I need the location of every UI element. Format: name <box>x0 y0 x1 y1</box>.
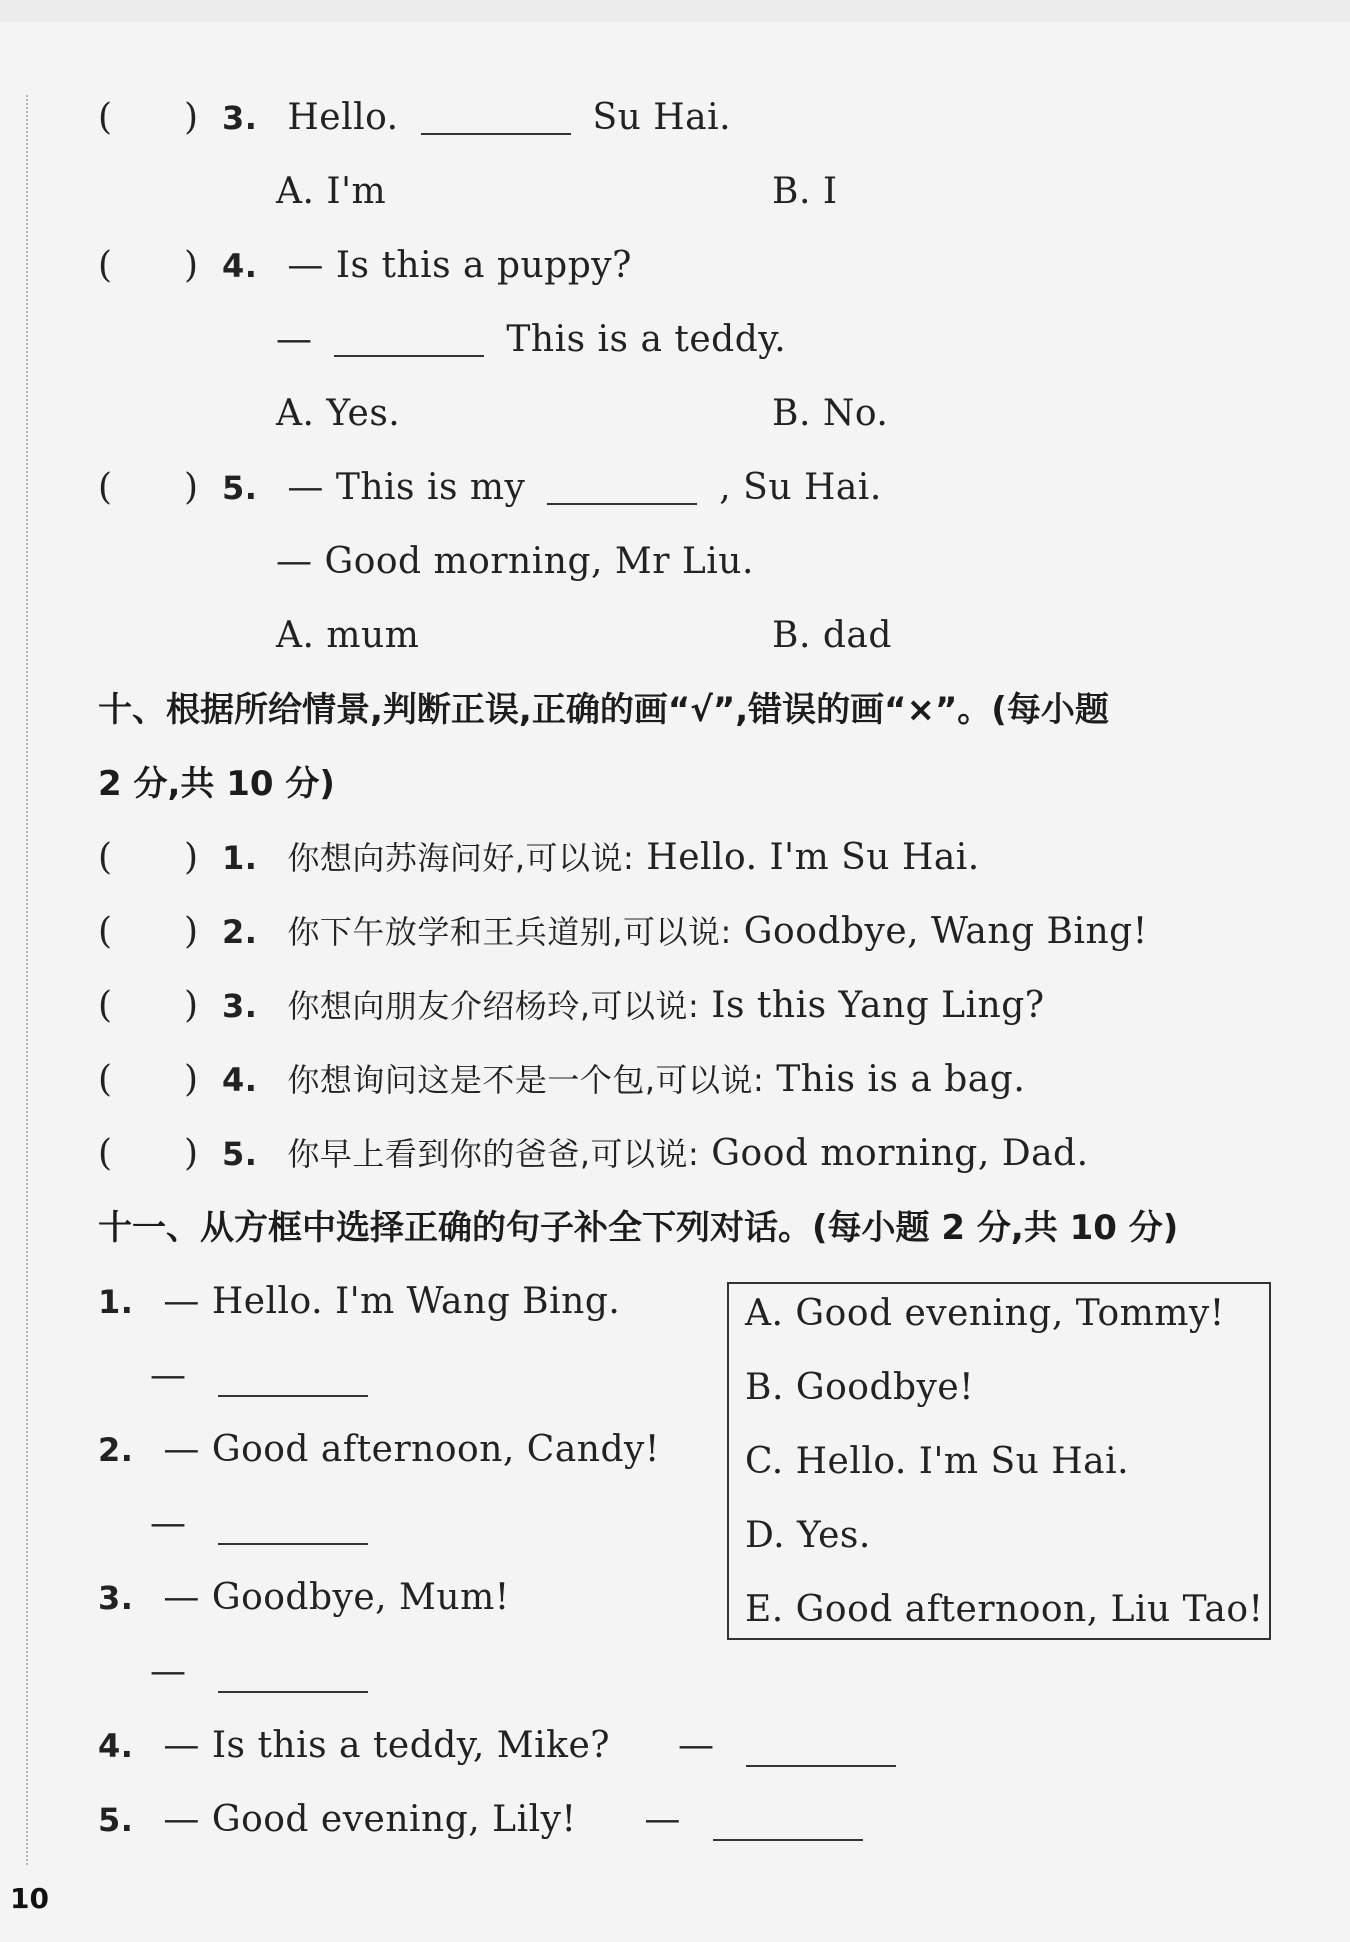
fill-blank[interactable] <box>713 1809 863 1841</box>
fill-blank[interactable] <box>218 1365 368 1397</box>
question-number: 4. <box>222 247 258 285</box>
judge-item <box>222 1132 1089 1176</box>
answer-paren[interactable]: ( ) <box>98 1059 199 1100</box>
answer-paren[interactable]: ( ) <box>98 985 199 1026</box>
dialogue-3-reply <box>150 1650 368 1694</box>
question-number: 3. <box>222 987 258 1025</box>
dialogue-3 <box>98 1576 510 1620</box>
fill-blank[interactable] <box>218 1661 368 1693</box>
dialogue-1 <box>98 1280 620 1324</box>
situation-text: 你下午放学和王兵道别,可以说: <box>287 913 732 951</box>
option-a: A. Yes. <box>276 393 401 434</box>
answer-paren[interactable]: ( ) <box>98 911 199 952</box>
option-a: A. I'm <box>276 171 387 212</box>
fill-blank[interactable] <box>547 473 697 505</box>
option-a: A. mum <box>276 615 420 656</box>
option-item: A. Good evening, Tommy! <box>745 1293 1225 1334</box>
sentence-text: Good morning, Dad. <box>711 1133 1089 1174</box>
judge-item <box>222 984 1045 1028</box>
question-text: Su Hai. <box>592 97 732 138</box>
option-item: E. Good afternoon, Liu Tao! <box>745 1589 1264 1630</box>
sentence-text: This is a bag. <box>776 1059 1026 1100</box>
dialogue-4 <box>98 1724 896 1768</box>
judge-item <box>222 836 980 880</box>
question-number: 4. <box>222 1061 258 1099</box>
page-number: 10 <box>10 1882 49 1915</box>
question-number: 2. <box>98 1431 134 1469</box>
question-number: 5. <box>98 1801 134 1839</box>
dialogue-text: — Good afternoon, Candy! <box>163 1429 660 1470</box>
sentence-text: Goodbye, Wang Bing! <box>743 911 1148 952</box>
dialogue-text: — Hello. I'm Wang Bing. <box>163 1281 621 1322</box>
section-10-title: 十、根据所给情景,判断正误,正确的画“√”,错误的画“×”。(每小题 <box>98 690 1109 730</box>
question-3 <box>222 96 731 140</box>
dash: — <box>644 1799 681 1840</box>
answer-paren[interactable]: ( ) <box>98 1133 199 1174</box>
dash: — <box>678 1725 715 1766</box>
question-text: , Su Hai. <box>719 467 882 508</box>
question-5 <box>222 466 882 510</box>
dash: — <box>276 319 313 360</box>
option-b: B. I <box>772 171 838 212</box>
fill-blank[interactable] <box>746 1735 896 1767</box>
situation-text: 你想询问这是不是一个包,可以说: <box>287 1061 765 1099</box>
question-5-reply: — Good morning, Mr Liu. <box>276 541 754 582</box>
question-number: 3. <box>222 99 258 137</box>
question-4 <box>222 244 632 288</box>
option-b: B. dad <box>772 615 892 656</box>
section-11-title: 十一、从方框中选择正确的句子补全下列对话。(每小题 2 分,共 10 分) <box>98 1208 1179 1248</box>
dash: — <box>150 1651 187 1692</box>
binding-margin-rule <box>26 95 28 1865</box>
dialogue-2 <box>98 1428 660 1472</box>
option-b: B. No. <box>772 393 889 434</box>
question-number: 4. <box>98 1727 134 1765</box>
option-item: D. Yes. <box>745 1515 871 1556</box>
answer-paren[interactable]: ( ) <box>98 467 199 508</box>
question-text: This is a teddy. <box>506 319 787 360</box>
dialogue-text: — Good evening, Lily! <box>163 1799 577 1840</box>
question-number: 2. <box>222 913 258 951</box>
dash: — <box>150 1355 187 1396</box>
fill-blank[interactable] <box>421 103 571 135</box>
dialogue-5 <box>98 1798 863 1842</box>
answer-paren[interactable]: ( ) <box>98 97 199 138</box>
dialogue-1-reply <box>150 1354 368 1398</box>
situation-text: 你想向朋友介绍杨玲,可以说: <box>287 987 700 1025</box>
question-number: 1. <box>98 1283 134 1321</box>
dialogue-text: — Goodbye, Mum! <box>163 1577 510 1618</box>
question-number: 3. <box>98 1579 134 1617</box>
section-10-title-cont: 2 分,共 10 分) <box>98 764 335 804</box>
fill-blank[interactable] <box>218 1513 368 1545</box>
question-number: 5. <box>222 469 258 507</box>
situation-text: 你早上看到你的爸爸,可以说: <box>287 1135 700 1173</box>
dash: — <box>150 1503 187 1544</box>
dialogue-text: — Is this a teddy, Mike? <box>163 1725 611 1766</box>
page-top-edge <box>0 0 1350 22</box>
question-number: 5. <box>222 1135 258 1173</box>
question-4-reply <box>276 318 786 362</box>
sentence-text: Hello. I'm Su Hai. <box>646 837 980 878</box>
question-text: — This is my <box>287 467 526 508</box>
question-text: Hello. <box>287 97 399 138</box>
situation-text: 你想向苏海问好,可以说: <box>287 839 635 877</box>
judge-item <box>222 1058 1025 1102</box>
sentence-text: Is this Yang Ling? <box>711 985 1045 1026</box>
options-box <box>727 1282 1271 1640</box>
option-item: C. Hello. I'm Su Hai. <box>745 1441 1130 1482</box>
answer-paren[interactable]: ( ) <box>98 837 199 878</box>
question-text: — Is this a puppy? <box>287 245 632 286</box>
dialogue-2-reply <box>150 1502 368 1546</box>
fill-blank[interactable] <box>334 325 484 357</box>
question-number: 1. <box>222 839 258 877</box>
option-item: B. Goodbye! <box>745 1367 975 1408</box>
answer-paren[interactable]: ( ) <box>98 245 199 286</box>
judge-item <box>222 910 1148 954</box>
